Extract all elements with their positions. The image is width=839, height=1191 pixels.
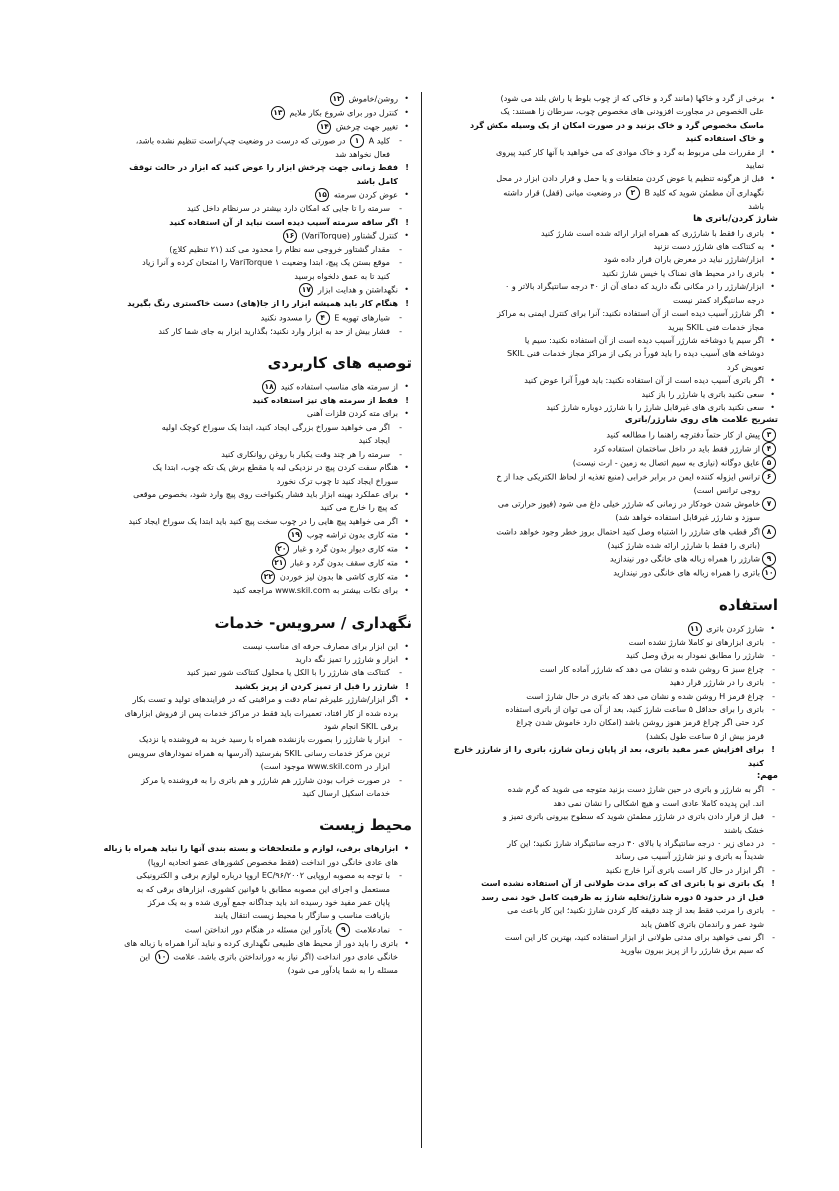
text-line: - در صورت خراب بودن شارژر هم شارژر و هم باتری را به فروشنده یا مرکز — [66, 774, 412, 787]
circled-number: ۱۱ — [688, 622, 702, 636]
symbols-section — [432, 428, 778, 580]
text-line: • کنترل گشتاور (VariTorque) ۱۶ — [66, 229, 412, 243]
operation-section — [66, 92, 412, 338]
symbol-item-cont: روجی ترانس است) — [693, 484, 760, 495]
text-line: - کنتاکت های شارژر را با الکل یا محلول کنتاکت شور تمیز کنید — [66, 666, 412, 679]
text-line: ! هنگام کار باید همیشه ابزار را از جا(های) دست خاکستری رنگ بگیرید — [66, 297, 412, 310]
text-line: - شیارهای تهویه E ۴ را مسدود نکنید — [66, 311, 412, 325]
text-line: - سرمته را هر چند وقت یکبار با روغن روانکاری کنید — [66, 448, 412, 461]
circled-number: ۱۸ — [262, 380, 276, 394]
text-line: مجاز خدمات فنی SKIL ببرید — [668, 321, 764, 332]
text-line: • عوض کردن سرمته ۱۵ — [66, 188, 412, 202]
circled-number: ۱۶ — [283, 229, 297, 243]
text-line: - چراغ قرمز H روشن شده و نشان می دهد که باتری در حال شارژ است — [432, 690, 778, 703]
text-line: • ابزارهای برقی، لوازم و ملتعلحقات و بسته بندی آنها را نباید همراه با زباله — [66, 842, 412, 855]
circled-number: ۲۲ — [261, 570, 275, 584]
text-line: - باتری را برای حداقل ۵ ساعت شارژ کنید، بعد از آن می توان از باتری استفاده — [432, 703, 778, 716]
text-line: کنید — [748, 757, 764, 768]
text-line: فعال نخواهد شد — [335, 149, 390, 159]
text-line: • اگر شارژر آسیب دیده است از آن استفاده نکنید: آنرا برای کنترل ایمنی به مراکز — [432, 307, 778, 320]
text-line: پایان عمر مفید خود رسیده اند باید جداگانه جمع آوری شده و به یک مرکز — [147, 897, 390, 908]
text-line: • باتری را در محیط های نمناک یا خیس شارژ نکنید — [432, 267, 778, 280]
service-section — [66, 640, 412, 801]
symbol-item: ۸اگر قطب های شارژر را اشتباه وصل کنید احتمال بروز خطر وجود خواهد داشت — [432, 525, 778, 539]
circled-number: ۹ — [762, 552, 776, 566]
text-line: • ابزار/شارژر نباید در معرض باران قرار داده شود — [432, 253, 778, 266]
text-line: ماسک مخصوص گرد و خاک بزنید و در صورت امکان از یک وسیله مکش گرد — [470, 119, 764, 130]
text-line: - اگر می خواهید سوراخ بزرگی ایجاد کنید، ابتدا یک سوراخ کوچک اولیه — [66, 421, 412, 434]
text-line: مسئله را به شما یادآور می شود) — [287, 965, 398, 976]
text-line: • برای عملکرد بهینه ابزار باید فشار یکنواخت روی پیچ وارد شود، بخصوص موقعی — [66, 488, 412, 501]
circled-number: ۴ — [762, 442, 776, 456]
symbol-item: ۹شارژر را همراه زباله های خانگی دور نیندازید — [432, 552, 778, 566]
tips-heading: توصیه های کاربردی — [267, 354, 412, 373]
text-line: های عادی خانگی دور انداخت (فقط مخصوص کشورهای عضو اتحادیه اروپا) — [147, 856, 398, 867]
symbol-item: ۶ترانس ایزوله کننده ایمن در برابر خرابی (منبع تغذیه از لحاظ الکتریکی جدا از خ — [432, 470, 778, 484]
symbol-item: ۷خاموش شدن خودکار در زمانی که شارژر خیلی داغ می شود (فیوز حرارتی می — [432, 497, 778, 511]
text-line: • نگهداشتن و هدایت ابزار ۱۷ — [66, 283, 412, 297]
charging-heading: شارژ کردن/باتری ها — [693, 214, 778, 225]
text-line: شدیداً به باتری و نیز شارژر آسیب می رساند — [615, 851, 764, 862]
text-line: • ابزار/شارژر را در مکانی نگه دارید که دمای آن از ۴۰ درجه سانتیگراد بالاتر و ۰ — [432, 280, 778, 293]
text-line: قرمز بیش از ۵ ساعت طول بکشد) — [646, 730, 764, 741]
text-line: • مته کاری سقف بدون گرد و غبار ۲۱ — [66, 556, 412, 570]
text-line: • به کنتاکت های شارژر دست نزنید — [432, 240, 778, 253]
text-line: کنید تا به عمق دلخواه برسید — [294, 270, 390, 281]
usage-section — [432, 622, 778, 958]
circled-number: ۴ — [316, 311, 330, 325]
text-line: - چراغ سبز G روشن شده و نشان می دهد که شارژر آماده کار است — [432, 663, 778, 676]
text-line: ابزار در www.skil.com موجود است) — [260, 761, 390, 772]
text-line: - با توجه به مصوبه اروپایی EC/۹۶/۲۰۰۲ اروپا درباره لوازم برقی و الکترونیکی — [66, 869, 412, 882]
text-line: • اگر باتری آسیب دیده است از آن استفاده نکنید: باید فوراً آنرا عوض کنید — [432, 374, 778, 387]
circled-number: ۵ — [762, 456, 776, 470]
circled-number: ۶ — [762, 470, 776, 484]
text-line: برده شده از کار افتاد، تعمیرات باید فقط در مراکز خدمات پس از فروش ابزارهای — [124, 707, 398, 718]
text-line: کرد حتی اگر چراغ قرمز هنوز روشن باشد (امکان دارد خاموش شدن چراغ — [516, 717, 764, 728]
symbol-item-cont: سوزد و شارژر غیرقابل استفاده خواهد شد) — [615, 512, 760, 523]
text-line: • تغییر جهت چرخش ۱۴ — [66, 120, 412, 134]
text-line: - باتری ابزارهای نو کاملا شارژ نشده است — [432, 636, 778, 649]
text-line: قبل از در حدود ۵ دوره شارژ/تخلیه شارژ به ظرفیت کامل خود نمی رسد — [481, 891, 764, 902]
circled-number: ۱۲ — [330, 92, 344, 106]
text-line: سوراخ ایجاد کنید تا چوب ترک نخورد — [276, 475, 398, 486]
text-line: و خاک استفاده کنید — [685, 133, 764, 144]
text-line: • باتری را باید دور از محیط های طبیعی نگهداری کرده و نباید آنرا همراه با زباله های — [66, 937, 412, 950]
symbol-item-cont: (باتری را فقط با شارژر ارائه شده شارژ کنید) — [607, 539, 760, 550]
text-line: مهم: — [756, 771, 778, 782]
text-line: ! شارژر را قبل از تمیز کردن از پریز بکشید — [66, 680, 412, 693]
text-line: شود عمر و راندمان باتری کاهش یابد — [640, 918, 764, 929]
text-line: • این ابزار برای مصارف حرفه ای مناسب نیست — [66, 640, 412, 653]
text-line: • مته کاری دیوار بدون گرد و غبار ۲۰ — [66, 542, 412, 556]
circled-number: ۲۱ — [272, 556, 286, 570]
circled-number: ۸ — [762, 525, 776, 539]
text-line: که پیچ را خارج می کنید — [320, 502, 398, 513]
text-line: علی الخصوص در مجاورت افزودنی های مخصوص چوب، سرطان زا هستند: یک — [500, 106, 764, 117]
text-line: - نمادعلامت ۹ یادآور این مسئله در هنگام دور انداختن است — [66, 923, 412, 937]
text-line: ! فقط از سرمته های تیز استفاده کنید — [66, 394, 412, 407]
symbol-item: ۴از شارژر فقط باید در داخل ساختمان استفاده کرد — [432, 442, 778, 456]
environment-section — [66, 842, 412, 977]
text-line: ترین مرکز خدمات رسانی SKIL بفرستید (آدرسها به همراه نمودارهای سرویس — [128, 747, 390, 758]
text-line: • باتری را فقط با شارژری که همراه ابزار ارائه شده است شارژ کنید — [432, 227, 778, 240]
tips-section — [66, 380, 412, 597]
text-line: - باتری را در شارژر قرار دهید — [432, 676, 778, 689]
text-line: - قبل از قرار دادن باتری در شارژر مطمئن شوید که سطوح بیرونی باتری تمیز و — [432, 810, 778, 823]
text-line: - در دمای زیر ۰ درجه سانتیگراد یا بالای ۴۰ درجه سانتیگراد شارژ نکنید؛ این کار — [432, 837, 778, 850]
text-line: • مته کاری بدون تراشه چوب ۱۹ — [66, 528, 412, 542]
right-column — [432, 92, 778, 958]
circled-number: ۱۵ — [315, 188, 329, 202]
service-heading: نگهداری / سرویس- خدمات — [214, 613, 412, 632]
circled-number: ۲ — [626, 186, 640, 200]
text-line: نمایید — [745, 160, 764, 171]
text-line: ! فقط زمانی جهت چرخش ابزار را عوض کنید که ابزار در حالت توقف — [66, 161, 412, 174]
text-line: نگهداری آن مطمئن شوید که کلید B ۲ در وضعیت میانی (قفل) قرار داشته — [432, 186, 778, 200]
text-line: • شارژ کردن باتری ۱۱ — [432, 622, 778, 636]
text-line: - اگر به شارژر و باتری در حین شارژ دست بزنید متوجه می شوید که گرم شده — [432, 783, 778, 796]
text-line: - موقع بستن یک پیچ، ابتدا وضعیت ۱ VariTorque را امتحان کرده و آنرا زیاد — [66, 256, 412, 269]
circled-number: ۱ — [350, 134, 364, 148]
text-line: • روشن/خاموش ۱۲ — [66, 92, 412, 106]
text-line: - سرمته را تا جایی که امکان دارد بیشتر در سرنظام داخل کنید — [66, 202, 412, 215]
usage-heading: استفاده — [719, 595, 778, 614]
symbols-heading: تشریح علامت های روی شارژر/باتری — [624, 415, 778, 426]
circled-number: ۹ — [336, 923, 350, 937]
text-line: خانگی عادی دور انداخت (اگر نیاز به دورانداختن باتری باشد. علامت ۱۰ این — [66, 950, 412, 964]
text-line: • اگر می خواهید پیچ هایی را در چوب سخت پیچ کنید باید ابتدا یک سوراخ ایجاد کنید — [66, 515, 412, 528]
text-line: • مته کاری کاشی ها بدون لیز خوردن ۲۲ — [66, 570, 412, 584]
text-line: ! برای افزایش عمر مفید باتری، بعد از پایان زمان شارژ، باتری را از شارژر خارج — [432, 743, 778, 756]
circled-number: ۷ — [762, 497, 776, 511]
text-line: خشک باشند — [723, 824, 764, 835]
text-line: کامل باشد — [356, 175, 398, 186]
text-line: مستعمل و اجرای این مصوبه مطابق با قوانین کشوری، ابزارهای برقی که به — [136, 883, 390, 894]
column-divider — [421, 92, 422, 1148]
text-line: • سعی نکنید باتری یا شارژر را باز کنید — [432, 388, 778, 401]
text-line: برقی SKIL انجام شود — [323, 720, 398, 731]
text-line: - ابزار یا شارژر را بصورت بازنشده همراه با رسید خرید به فروشنده یا نزدیک — [66, 733, 412, 746]
circled-number: ۱۳ — [271, 106, 285, 120]
text-line: • برخی از گرد و خاکها (مانند گرد و خاکی که از چوب بلوط یا راش بلند می شود) — [432, 92, 778, 105]
text-line: تعویض کرد — [726, 361, 764, 372]
text-line: اند. این پدیده کاملا عادی است و هیچ اشکالی را نشان نمی دهد — [553, 797, 764, 808]
text-line: • برای مته کردن فلزات آهنی — [66, 407, 412, 420]
text-line: - شارژر را مطابق نمودار به برق وصل کنید — [432, 649, 778, 662]
circled-number: ۱۹ — [288, 528, 302, 542]
text-line: • کنترل دور برای شروع بکار ملایم ۱۳ — [66, 106, 412, 120]
symbol-item: ۱۰باتری را همراه زباله های خانگی دور نیندازید — [432, 566, 778, 580]
text-line: • قبل از هرگونه تنظیم یا عوض کردن متعلقات و یا حمل و قرار دادن ابزار در محل — [432, 172, 778, 185]
text-line: ! یک باتری نو یا باتری ای که برای مدت طولانی از آن استفاده نشده است — [432, 877, 778, 890]
text-line: - اگر نمی خواهید برای مدتی طولانی از ابزار استفاده کنید، بهترین کار این است — [432, 931, 778, 944]
symbol-item: ۳پیش از کار حتماً دفترچه راهنما را مطالعه کنید — [432, 428, 778, 442]
text-line: • سعی نکنید باتری های غیرقابل شارژ را با شارژر دوباره شارژ کنید — [432, 401, 778, 414]
circled-number: ۲۰ — [275, 542, 289, 556]
text-line: • اگر ابزار/شارژر علیرغم تمام دقت و مراقبتی که در فرایندهای تولید و تست بکار — [66, 693, 412, 706]
text-line: ایجاد کنید — [358, 435, 390, 446]
text-line: خدمات اسکیل ارسال کنید — [302, 788, 390, 798]
text-line: بازیافت مناسب و سازگار با محیط زیست انتقال یابند — [214, 910, 390, 921]
left-column — [66, 92, 412, 978]
text-line: باشد — [748, 200, 764, 211]
environment-heading: محیط زیست — [319, 816, 412, 835]
text-line: - فشار بیش از حد به ابزار وارد نکنید؛ بگذارید ابزار به جای شما کار کند — [66, 325, 412, 338]
text-line: - اگر ابزار در حال کار است باتری آنرا خارج نکنید — [432, 864, 778, 877]
text-line: که سیم برق شارژر را از پریز بیرون بیاورید — [620, 945, 764, 956]
text-line: - کلید A ۱ در صورتی که درست در وضعیت چپ/راست تنظیم نشده باشد، — [66, 134, 412, 148]
text-line: ! اگر ساقه سرمته آسیب دیده است نباید از آن استفاده کنید — [66, 216, 412, 229]
text-line: • از سرمته های مناسب استفاده کنید ۱۸ — [66, 380, 412, 394]
text-line: • هنگام سفت کردن پیچ در نزدیکی لبه یا مقطع برش یک تکه چوب، ابتدا یک — [66, 461, 412, 474]
charging-section — [432, 227, 778, 415]
text-line: • از مقررات ملی مربوط به گرد و خاک موادی که می خواهید با آنها کار کنید پیروی — [432, 146, 778, 159]
text-line: • ابزار و شارژر را تمیز نگه دارید — [66, 653, 412, 666]
circled-number: ۱۰ — [155, 950, 169, 964]
circled-number: ۱۰ — [762, 566, 776, 580]
text-line: دوشاخه های آسیب دیده را باید فوراً در یکی از مراکز مجاز خدمات فنی SKIL — [506, 348, 764, 359]
symbol-item: ۵عایق دوگانه (نیازی به سیم اتصال به زمین - ارت نیست) — [432, 456, 778, 470]
circled-number: ۱۴ — [317, 120, 331, 134]
text-line: • اگر سیم یا دوشاخه شارژر آسیب دیده است از آن استفاده نکنید: سیم یا — [432, 334, 778, 347]
text-line: - مقدار گشتاور خروجی سه نظام را محدود می کند (۲۱ تنظیم کلاچ) — [66, 243, 412, 256]
circled-number: ۱۷ — [299, 283, 313, 297]
dust-safety-section — [432, 92, 778, 213]
circled-number: ۳ — [762, 428, 776, 442]
text-line: - باتری را مرتب فقط بعد از چند دقیقه کار کردن شارژ نکنید؛ این کار باعث می — [432, 904, 778, 917]
text-line: • برای نکات بیشتر به www.skil.com مراجعه کنید — [66, 584, 412, 597]
text-line: درجه سانتیگراد کمتر نیست — [672, 294, 764, 305]
